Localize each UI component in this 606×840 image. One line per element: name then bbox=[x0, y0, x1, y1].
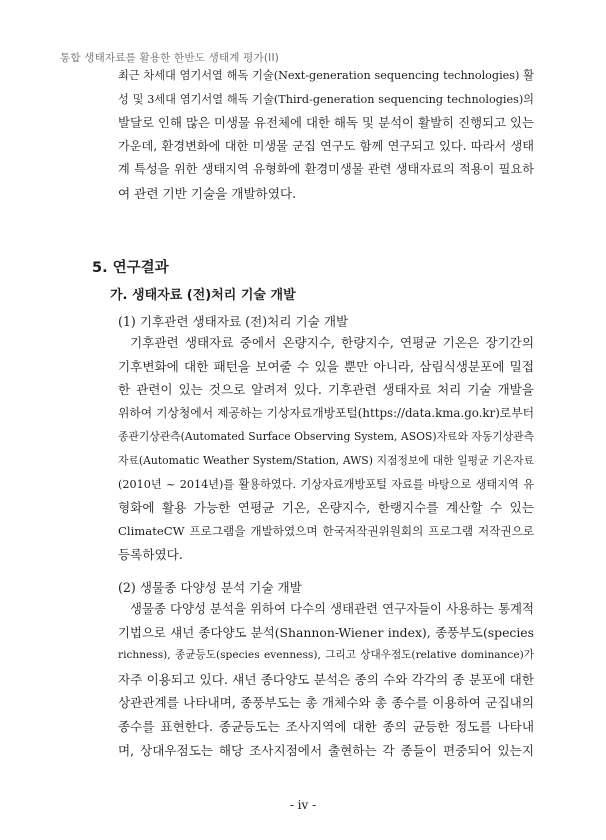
sub1-title: (1) 기후관련 생태자료 (전)처리 기술 개발 bbox=[118, 314, 349, 329]
sub1-line: 종관기상관측(Automated Surface Observing System, ASOS)자료와 자동기상관측 bbox=[118, 430, 534, 444]
sub2-line: 종수를 표현한다. 종균등도는 조사지역에 대한 종의 균등한 정도를 나타내 bbox=[118, 718, 534, 734]
sub1-line: 형화에 활용 가능한 연평균 기온, 온량지수, 한랭지수를 계산할 수 있는 bbox=[118, 500, 534, 516]
section-heading: 5. 연구결과 bbox=[92, 260, 169, 276]
sub1-line: 한 관련이 있는 것으로 알려져 있다. 기후관련 생태자료 처리 기술 개발을 bbox=[118, 382, 534, 398]
intro-line: 발달로 인해 많은 미생물 유전체에 대한 해독 및 분석이 활발히 진행되고 있는 bbox=[118, 115, 534, 131]
sub2-line: richness), 종균등도(species evenness), 그리고 상대우점도(relative dominance)가 bbox=[118, 649, 534, 662]
intro-line: 성 및 3세대 염기서열 해독 기술(Third-generation sequencing technologies)의 bbox=[118, 92, 534, 106]
running-header: 통합 생태자료를 활용한 한반도 생태계 평가(II) bbox=[60, 52, 280, 64]
intro-line: 최근 차세대 염기서열 해독 기술(Next-generation sequencing technologies) 활 bbox=[118, 69, 534, 82]
sub2-line: 며, 상대우점도는 해당 조사지점에서 출현하는 각 종들이 편중되어 있는지 bbox=[118, 742, 534, 758]
sub1-line: 위하여 기상청에서 제공하는 기상자료개방포털(https://data.kma.go.kr)로부터 bbox=[118, 405, 534, 420]
sub1-paragraph bbox=[118, 331, 534, 567]
sub2-line: 자주 이용되고 있다. 섀넌 종다양도 분석은 종의 수와 각각의 종 분포에 대한 bbox=[118, 671, 534, 687]
intro-line: 계 특성을 위한 생태지역 유형화에 환경미생물 관련 생태자료의 적용이 필요하 bbox=[118, 162, 534, 177]
sub2-line: 생물종 다양성 분석을 위하여 다수의 생태관련 연구자들이 사용하는 통계적 bbox=[130, 601, 534, 616]
intro-line: 여 관련 기반 기술을 개발하였다. bbox=[118, 185, 297, 201]
subsection-heading: 가. 생태자료 (전)처리 기술 개발 bbox=[110, 288, 296, 303]
intro-line: 가운데, 환경변화에 대한 미생물 군집 연구도 함께 연구되고 있다. 따라서 생태 bbox=[118, 138, 534, 153]
sub1-line: 기후변화에 대한 패턴을 보여줄 수 있을 뿐만 아니라, 삼림식생분포에 밀접 bbox=[118, 358, 534, 374]
sub2-paragraph bbox=[118, 597, 534, 762]
sub1-line: ClimateCW 프로그램을 개발하였으며 한국저작권위원회의 프로그램 저작권으로 bbox=[118, 523, 534, 538]
intro-paragraph bbox=[118, 64, 534, 206]
sub1-line: (2010년 ~ 2014년)를 활용하였다. 기상자료개방포털 자료를 바탕으로 생태지역 유 bbox=[118, 477, 534, 491]
sub1-line: 자료(Automatic Weather System/Station, AWS) 지점정보에 대한 일평균 기온자료 bbox=[118, 453, 534, 467]
page-number: - iv - bbox=[289, 798, 317, 812]
sub1-line: 기후관련 생태자료 중에서 온량지수, 한량지수, 연평균 기온은 장기간의 bbox=[130, 335, 534, 350]
sub2-line: 기법으로 섀넌 종다양도 분석(Shannon-Wiener index), 종풍부도(species bbox=[118, 624, 534, 640]
sub2-line: 상관관계를 나타내며, 종풍부도는 총 개체수와 총 종수를 이용하여 군집내의 bbox=[118, 695, 534, 711]
sub1-line: 등록하였다. bbox=[118, 547, 183, 563]
sub2-title: (2) 생물종 다양성 분석 기술 개발 bbox=[118, 580, 302, 595]
